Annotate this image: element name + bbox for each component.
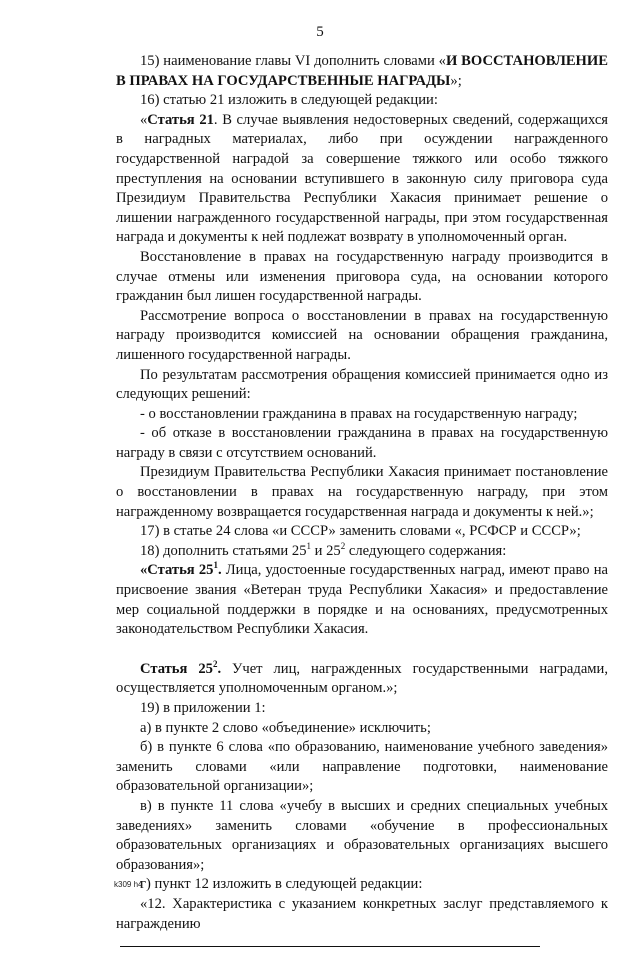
item-18-text-b: и 25 (311, 542, 341, 559)
item-19-v: в) в пункте 11 слова «учебу в высших и средних специальных учебных заведениях» заменить словами «обучение в профессиональных образовательных организациях и образовательных организациях высшего образования»; (116, 797, 608, 873)
item-19-g-quote: «12. Характеристика с указанием конкретных заслуг представляемого к награждению (116, 895, 608, 932)
article-25-2-heading: Статья 25 (140, 660, 213, 677)
article-21-p2: Восстановление в правах на государственную награду производится в случае отмены или изменения приговора суда, на основании которого гражданин был лишен государственной награды. (116, 248, 608, 305)
item-19-g-text (116, 895, 608, 954)
item-17: 17) в статье 24 слова «и СССР» заменить словами «, РСФСР и СССР»; (140, 523, 581, 540)
item-15-end: »; (450, 72, 462, 89)
item-16: 16) статью 21 изложить в следующей редакции: (140, 92, 438, 109)
item-15-text: 15) наименование главы VI дополнить словами « (140, 53, 446, 69)
item-19-b: б) в пункте 6 слова «по образованию, наименование учебного заведения» заменить словами «или направление подготовки, наименование образовательной организации»; (116, 739, 608, 795)
article-21 (116, 111, 608, 248)
article-21-text: . В случае выявления недостоверных сведений, содержащихся в наградных материалах, либо при осуждении награжденного государственной наградой за совершение тяжкого или особо тяжкого преступления на основании вступившего в законную силу приговора суда Президиум Правительства Республики Хакасия принимает решение о лишении награжденного государственной награды, при этом государственная награда и документы к ней подлежат возврату в уполномоченный орган. (116, 111, 609, 246)
article-25-1-heading: Статья 25 (147, 562, 214, 579)
article-25-2-heading-end: . (217, 660, 222, 677)
item-18-sup2: 2 (340, 540, 346, 551)
article-25-2-sup: 2 (212, 658, 218, 669)
fill-in-line (120, 934, 540, 947)
item-19-g: г) пункт 12 изложить в следующей редакции: (140, 876, 423, 893)
article-25-1-sup: 1 (213, 560, 218, 571)
article-25-1 (116, 561, 608, 639)
item-15 (116, 52, 608, 91)
item-18-text-a: 18) дополнить статьями 25 (140, 542, 307, 559)
item-19-a: а) в пункте 2 слово «объединение» исключить; (140, 719, 431, 736)
article-21-p5: - о восстановлении гражданина в правах на государственную награду; (140, 405, 578, 422)
item-18-text-c: следующего содержания: (345, 542, 507, 559)
item-18 (116, 542, 608, 562)
document-body (116, 52, 608, 954)
article-21-p7: Президиум Правительства Республики Хакасия принимает постановление о восстановлении в правах на государственную награду, при этом награжденному возвращается государственная награда и документы к ней.»; (116, 464, 608, 520)
article-21-p3: Рассмотрение вопроса о восстановлении в правах на государственную награду производится комиссией на основании обращения гражданина, лишенного государственной награды. (116, 307, 608, 363)
article-21-heading: Статья 21 (147, 111, 214, 128)
article-25-1-heading-end: . (217, 562, 222, 579)
item-19: 19) в приложении 1: (140, 700, 266, 716)
article-25-2 (116, 660, 608, 699)
footer-code: k309 h4 (114, 880, 143, 889)
quote-open: « (140, 111, 148, 128)
item-15-bold: И ВОССТАНОВЛЕНИЕ В ПРАВАХ НА ГОСУДАРСТВЕННЫЕ НАГРАДЫ (116, 53, 608, 89)
article-25-2-text: Учет лиц, награжденных государственными наградами, осуществляется уполномоченным органом.»; (116, 660, 608, 697)
page-number: 5 (316, 24, 324, 40)
spacer (116, 640, 608, 660)
article-21-p6: - об отказе в восстановлении гражданина в правах на государственную награду в связи с отсутствием оснований. (116, 425, 608, 461)
item-18-sup1: 1 (306, 540, 311, 551)
article-25-1-text: Лица, удостоенные государственных наград, имеют право на присвоение звания «Ветеран труда Республики Хакасия» и предоставление мер социальной поддержки в порядке и на основаниях, предусмотренных законодательством Республики Хакасия. (116, 562, 609, 638)
article-21-p4: По результатам рассмотрения обращения комиссией принимается одно из следующих решений: (116, 366, 608, 403)
quote-open: « (140, 562, 148, 579)
